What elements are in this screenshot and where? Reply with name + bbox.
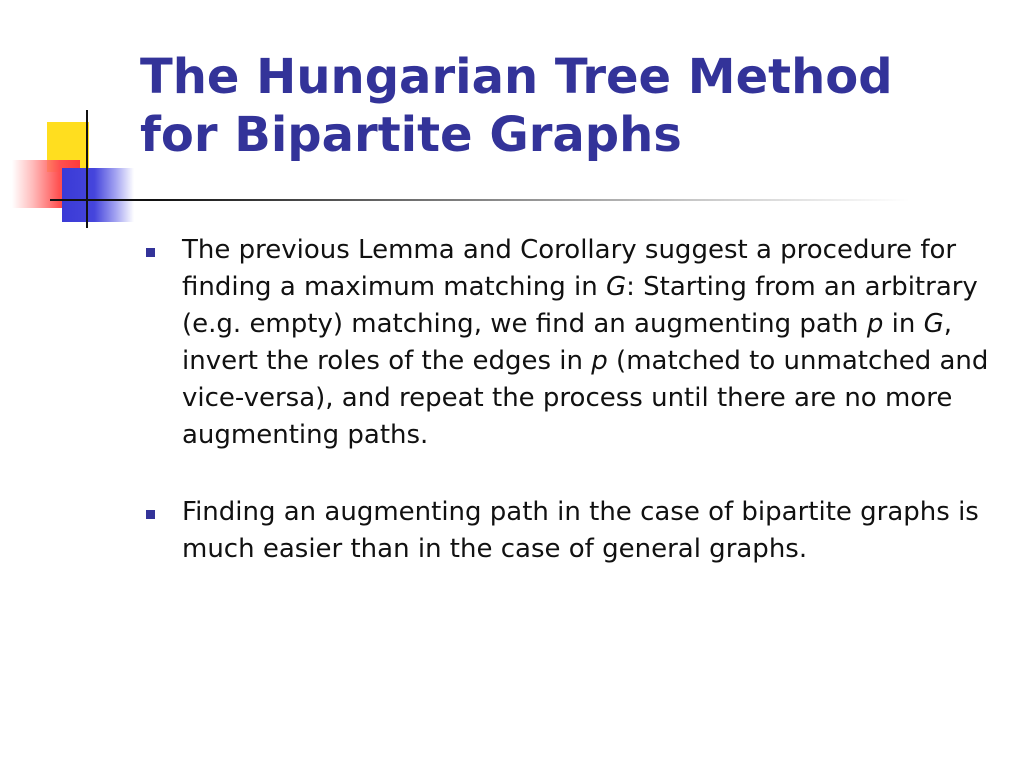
bullet-1-text-segment: in <box>883 309 924 339</box>
bullet-item-1 <box>144 232 994 454</box>
square-bullet-icon <box>146 510 155 519</box>
square-bullet-icon <box>146 248 155 257</box>
math-var-g: G <box>605 272 627 302</box>
title-underline-decoration <box>50 199 910 201</box>
vertical-line-decoration <box>86 110 88 228</box>
bullet-text-2: Finding an augmenting path in the case of bipartite graphs is much easier than in the case of general graphs. <box>182 497 979 564</box>
blue-square-decoration <box>62 168 134 222</box>
slide-title <box>140 48 1000 164</box>
bullet-1-text-segment: The previous Lemma and Corollary suggest a procedure for finding a maximum matching in <box>182 235 957 302</box>
bullet-1-text-segment: (matched to unmatched and vice-versa), and repeat the process until there are no more augmenting paths. <box>182 346 989 450</box>
math-var-p: p <box>591 346 608 376</box>
bullet-1-text-segment: , invert the roles of the edges in <box>182 309 952 376</box>
bullet-list <box>144 232 994 568</box>
math-var-p: p <box>866 309 884 339</box>
math-var-g: G <box>923 309 944 339</box>
slide-title-line-2: for Bipartite Graphs <box>140 107 682 163</box>
bullet-text-1 <box>182 235 988 450</box>
bullet-item-2 <box>144 494 994 568</box>
slide-title-line-1: The Hungarian Tree Method <box>140 49 893 105</box>
bullet-1-text-segment: : Starting from an arbitrary (e.g. empty) matching, we find an augmenting path <box>182 272 978 339</box>
